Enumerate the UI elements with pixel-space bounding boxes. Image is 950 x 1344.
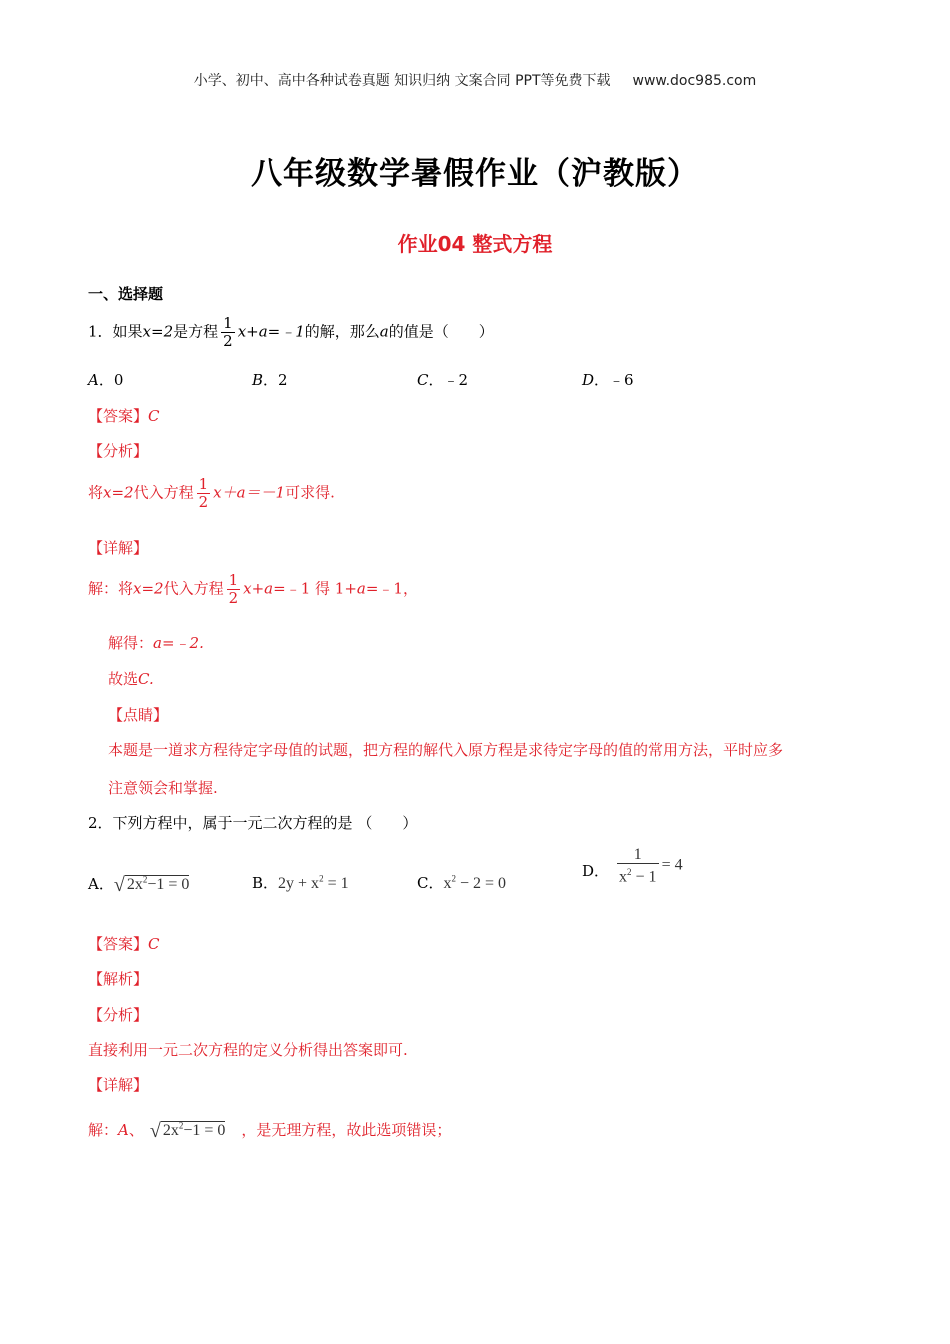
q2-jiexi-tag: 【解析】 — [88, 970, 149, 988]
q1-option-d: D．﹣6 — [582, 371, 634, 389]
q1-choose: 故选C. — [108, 670, 154, 688]
q2-option-d: D． $\frac{1}{x^2 - 1}$ = 4 — [582, 846, 683, 886]
q2-detail: 解：A、 √ $2x^2-1 = 0$ ，是无理方程，故此选项错误； — [88, 1120, 452, 1142]
q1-tip-line-2: 注意领会和掌握. — [108, 779, 218, 797]
q2-answer: 【答案】C — [88, 935, 160, 953]
q1-detail: 解：将x=2代入方程 $\frac{1}{2}$ x+a=﹣1 得 1+a=﹣1， — [88, 571, 418, 607]
q1-detail-tag: 【详解】 — [88, 539, 149, 557]
q1-option-a: A．0 — [88, 371, 124, 389]
q2-detail-tag: 【详解】 — [88, 1076, 149, 1094]
site-banner — [0, 70, 950, 90]
q2-analysis-tag: 【分析】 — [88, 1006, 149, 1024]
assignment-subtitle: 作业04 整式方程 — [397, 232, 553, 256]
q2-analysis: 直接利用一元二次方程的定义分析得出答案即可. — [88, 1041, 408, 1059]
q1-solve: 解得：a=﹣2. — [108, 634, 204, 652]
q1-option-c: C．﹣2 — [417, 371, 469, 389]
page-title: 八年级数学暑假作业（沪教版） — [251, 156, 699, 192]
q1-stem: 1．如果x=2是方程 $\frac{1}{2}$ x+a=﹣1的解，那么a的值是（ ） — [88, 314, 494, 350]
banner-text: 小学、初中、高中各种试卷真题 知识归纳 文案合同 PPT等免费下载 — [193, 73, 611, 89]
q1-fraction: $\frac{1}{2}$ — [223, 314, 233, 350]
banner-url[interactable]: www.doc985.com — [632, 73, 757, 89]
q1-tip-tag: 【点睛】 — [108, 706, 169, 724]
q2-option-c: C．$x^2 - 2 = 0$ — [417, 873, 507, 892]
q2-option-b: B．$2y + x^2 = 1$ — [252, 873, 349, 892]
q1-analysis-tag: 【分析】 — [88, 442, 149, 460]
q2-option-a: A．√ $2x^2-1 = 0$ — [88, 874, 190, 896]
q1-analysis: 将x=2代入方程 $\frac{1}{2}$ x＋a＝－1可求得. — [88, 475, 335, 511]
section-heading: 一、选择题 — [88, 285, 164, 303]
q1-tip-line-1: 本题是一道求方程待定字母值的试题，把方程的解代入原方程是求待定字母的值的常用方法，平时应多 — [108, 741, 784, 759]
q1-answer: 【答案】C — [88, 407, 160, 425]
q2-stem: 2．下列方程中，属于一元二次方程的是 （ ） — [88, 814, 418, 832]
q2-option-a-math: √ $2x^2-1 = 0$ — [113, 874, 190, 896]
q1-option-b: B．2 — [252, 371, 288, 389]
